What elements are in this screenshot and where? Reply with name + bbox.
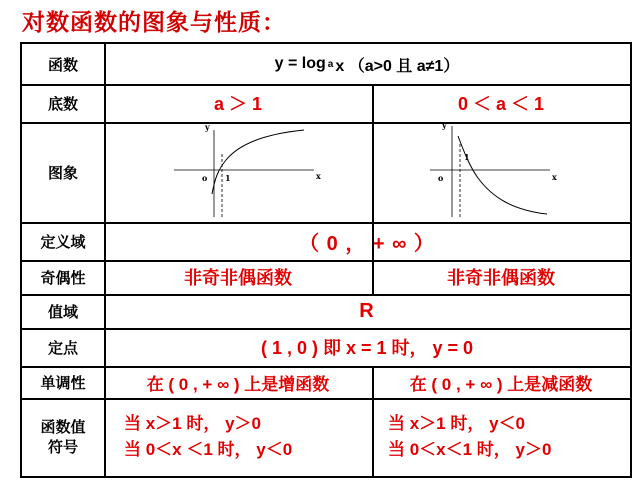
log-curve-decreasing <box>458 136 547 214</box>
label-parity: 奇偶性 <box>40 268 86 287</box>
origin-label: o <box>438 173 444 183</box>
range-value: R <box>359 299 375 322</box>
label-fixed-point: 定点 <box>47 338 78 357</box>
sign-right-line1: 当 x＞1 时， y＜0 <box>388 414 525 433</box>
sign-left-line1: 当 x＞1 时， y＞0 <box>124 414 261 433</box>
label-base: 底数 <box>47 94 78 113</box>
monotonic-right: 在 ( 0 , + ∞ ) 上是减函数 <box>409 374 593 394</box>
monotonic-left: 在 ( 0 , + ∞ ) 上是增函数 <box>146 374 330 394</box>
label-graph: 图象 <box>47 163 78 182</box>
sign-left-line2: 当 0＜x ＜1 时， y＜0 <box>124 440 293 459</box>
x-axis-label: x <box>552 172 557 182</box>
formula-prefix: y = log <box>274 55 326 72</box>
fixed-point-value: ( 1 , 0 ) 即 x = 1 时， y = 0 <box>260 338 474 358</box>
label-sign-line2: 符号 <box>47 438 78 456</box>
graph-increasing <box>104 122 372 222</box>
page-title: 对数函数的图象与性质： <box>22 10 286 36</box>
y-axis-label: y <box>442 122 447 130</box>
x-axis-label: x <box>316 171 321 181</box>
label-function: 函数 <box>47 55 78 74</box>
one-label: 1 <box>464 152 470 162</box>
base-left: a ＞ 1 <box>213 94 263 114</box>
sign-right-line2: 当 0＜x＜1 时， y＞0 <box>388 440 552 459</box>
label-domain: 定义域 <box>40 232 86 251</box>
formula-suffix: x （a>0 且 a≠1） <box>335 57 460 75</box>
origin-label: o <box>202 173 208 183</box>
y-axis-label: y <box>205 122 210 132</box>
domain-value: （ 0 ， + ∞ ） <box>299 232 435 255</box>
sign-left <box>104 398 372 476</box>
one-label: 1 <box>225 173 231 183</box>
label-sign-line1: 函数值 <box>40 418 86 436</box>
properties-table <box>20 42 632 478</box>
parity-left: 非奇非偶函数 <box>184 268 292 288</box>
formula-base: a <box>327 58 334 70</box>
function-formula <box>104 44 630 84</box>
base-right: 0 ＜ a ＜ 1 <box>457 94 545 114</box>
parity-right: 非奇非偶函数 <box>447 268 555 288</box>
graph-decreasing <box>372 122 630 222</box>
label-range: 值域 <box>47 302 78 321</box>
label-sign <box>22 398 104 476</box>
label-monotonic: 单调性 <box>40 373 86 392</box>
sign-right <box>372 398 630 476</box>
log-curve-increasing <box>212 130 304 194</box>
